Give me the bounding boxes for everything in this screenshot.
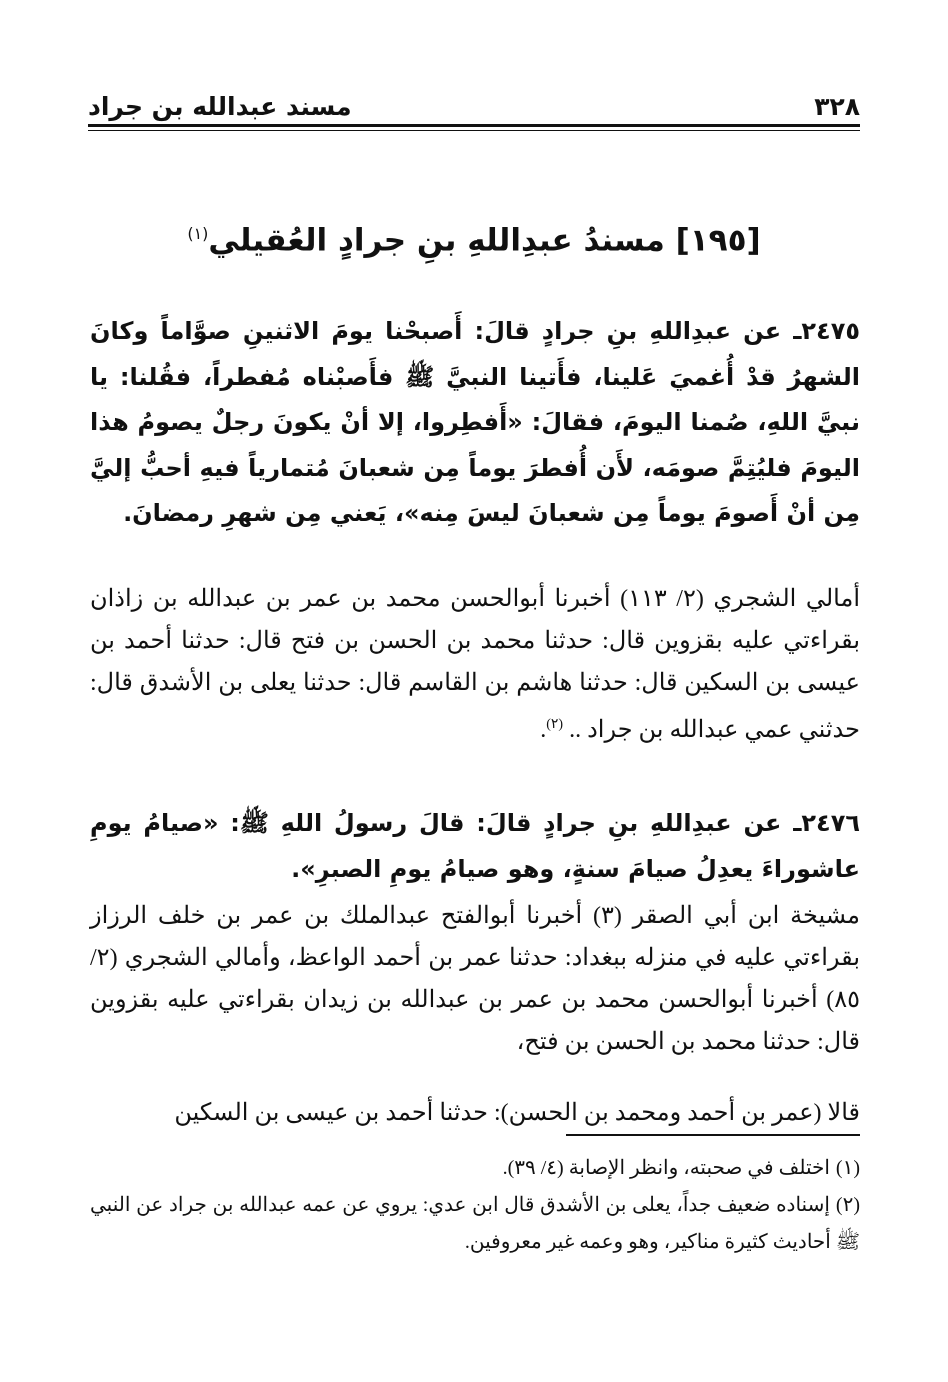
hadith-2476: ٢٤٧٦ـ عن عبدِاللهِ بنِ جرادٍ قالَ: قالَ رسولُ اللهِ ﷺ: «صيامُ يومِ عاشوراءَ يعدِلُ صيامَ سنةٍ، وهو صيامُ يومِ الصبرِ». [90,809,860,883]
running-title: مسند عبدالله بن جراد [88,92,352,121]
footnote-ref-2: (٢) [546,717,564,732]
footnote-text: اختلف في صحبته، وانظر الإصابة (٤/ ٣٩). [502,1157,830,1179]
footnote-separator [566,1134,860,1136]
hadith-2475: ٢٤٧٥ـ عن عبدِاللهِ بنِ جرادٍ قالَ: أَصبحْنا يومَ الاثنينِ صوَّاماً وكانَ الشهرُ قدْ أُغميَ عَلينا، فأَتينا النبيَّ ﷺ فأَصبْناه مُفطراً، فقُلنا: يا نبيَّ اللهِ، صُمنا اليومَ، فقالَ: «أَفطِروا، إلا أنْ يكونَ رجلٌ يصومُ هذا اليومَ فليُتِمَّ صومَه، لأَن أُفطرَ يوماً مِن شعبانَ مُتمارياً فيهِ أحبُّ إليَّ مِن أنْ أَصومَ يوماً مِن شعبانَ ليسَ مِنه»، يَعني مِن شهرِ رمضانَ. [90,317,860,527]
source-2475: أمالي الشجري (٢/ ١١٣) أخبرنا أبوالحسن محمد بن عمر بن عبدالله بن زاذان بقراءتي عليه بقزوين قال: حدثنا محمد بن الحسن بن فتح قال: حدثنا أحمد بن عيسى بن السكين قال: حدثنا هاشم بن القاسم قال: حدثنا يعلى بن الأشدق قال: حدثني عمي عبدالله بن جراد .. $^{(٢)}$. [90,586,861,743]
source-2475-text: أمالي الشجري (٢/ ١١٣) أخبرنا أبوالحسن محمد بن عمر بن عبدالله بن زاذان بقراءتي عليه بقزوين قال: حدثنا محمد بن الحسن بن فتح قال: حدثنا أحمد بن عيسى بن السكين قال: حدثنا هاشم بن القاسم قال: حدثنا يعلى بن الأشدق قال: حدثني عمي عبدالله بن جراد .. [90,586,861,743]
footnote-2 [90,1187,860,1261]
header-rule-thick [88,124,860,127]
running-header [88,86,860,122]
source-2476: مشيخة ابن أبي الصقر (٣) أخبرنا أبوالفتح عبدالملك بن عمر بن خلف الرزاز بقراءتي عليه في منزله ببغداد: حدثنا عمر بن أحمد الواعظ، وأمالي الشجري (٢/ ٨٥) أخبرنا أبوالحسن محمد بن عمر بن عبدالله بن زيدان بقراءتي عليه بقزوين قال: حدثنا محمد بن الحسن بن فتح، [90,903,860,1055]
chapter-heading [88,212,860,262]
footnote-text: إسناده ضعيف جداً، يعلى بن الأشدق قال ابن عدي: يروي عن عمه عبدالله بن جراد عن النبي ﷺ أحاديث كثيرة مناكير، وهو وعمه غير معروفين. [90,1194,860,1253]
chapter-title: [١٩٥] مسندُ عبدِاللهِ بنِ جرادٍ العُقيلي [208,222,761,259]
footnote-1 [90,1150,860,1187]
chapter-footnote-ref: (١) [187,224,209,243]
footnotes [90,1150,860,1261]
page-number: ٣٢٨ [814,92,860,121]
header-rule-thin [88,130,860,131]
footnote-number: (٢) [835,1194,860,1216]
source-2476-continued: قالا (عمر بن أحمد ومحمد بن الحسن): حدثنا أحمد بن عيسى بن السكين [174,1100,860,1126]
footnote-number: (١) [835,1157,860,1179]
